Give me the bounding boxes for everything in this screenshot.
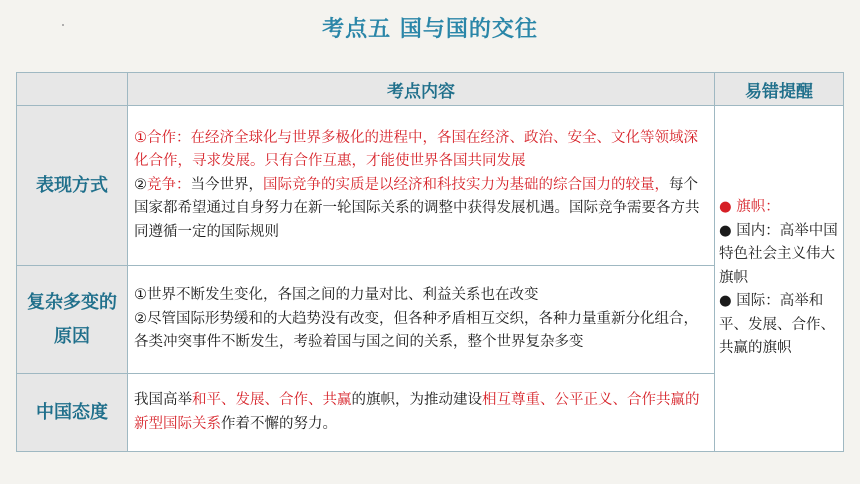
table-row [17,106,844,266]
reminder-banner: ● 旗帜： [719,199,780,216]
row-content-causes [128,266,715,374]
content-table [16,72,844,452]
cooperation-text: ①合作：在经济全球化与世界多极化的进程中，各国在经济、政治、安全、文化等领域深化合作，寻求发展。只有合作互惠，才能使世界各国共同发展 [134,129,698,170]
competition-text: ②竞争：当今世界，国际竞争的实质是以经济和科技实力为基础的综合国力的较量，每个国家都希望通过自身努力在新一轮国际关系的调整中获得发展机遇。国际竞争需要各方共同遵循一定的国际规则 [134,176,700,240]
cause-text-2: ②尽管国际形势缓和的大趋势没有改变，但各种矛盾相互交织，各种力量重新分化组合，各类冲突事件不断发生，考验着国与国之间的关系，整个世界复杂多变 [134,310,698,351]
header-content: 考点内容 [128,73,715,106]
reminder-international: ● 国际：高举和平、发展、合作、共赢的旗帜 [719,293,835,357]
page-title: 考点五 国与国的交往 [322,17,538,42]
reminder-domestic: ● 国内：高举中国特色社会主义伟大旗帜 [719,222,838,286]
row-label-causes: 复杂多变的原因 [17,266,128,374]
table-header-row [17,73,844,106]
row-content-attitude [128,374,715,452]
cause-text-1: ①世界不断发生变化，各国之间的力量对比、利益关系也在改变 [134,287,539,304]
row-label-attitude: 中国态度 [17,374,128,452]
attitude-text: 我国高举和平、发展、合作、共赢的旗帜，为推动建设相互尊重、公平正义、合作共赢的新型国际关系作着不懈的努力。 [134,392,700,432]
row-content-forms [128,106,715,266]
reminder-cell [715,106,844,452]
header-reminder: 易错提醒 [715,73,844,106]
row-label-forms: 表现方式 [17,106,128,266]
header-blank [17,73,128,106]
